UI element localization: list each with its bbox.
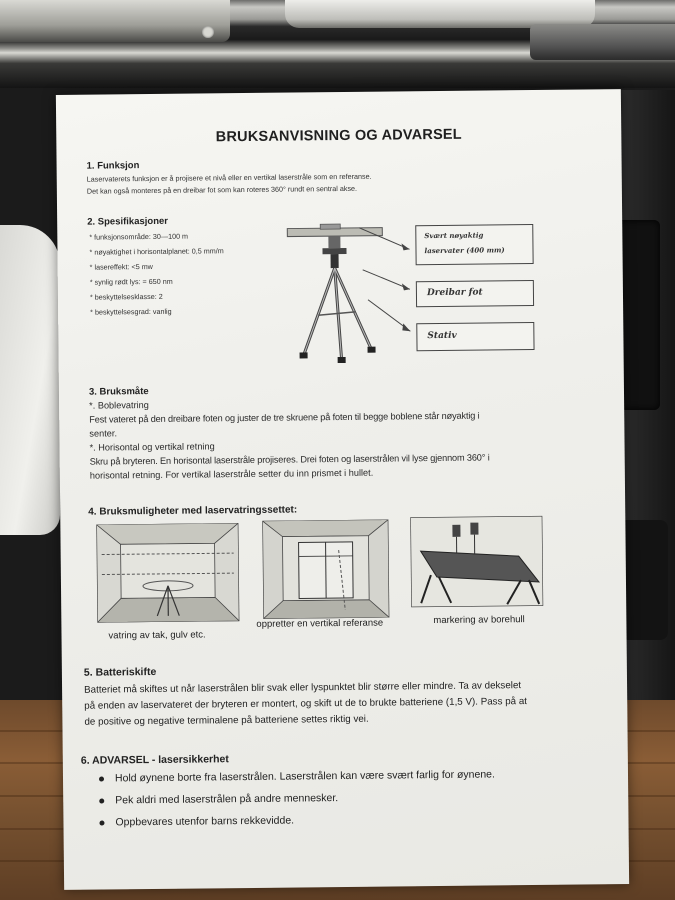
white-cloth [0, 225, 60, 535]
warning-bullet: Pek aldri med laserstrålen på andre mennesker. [99, 792, 338, 807]
illustration-room-leveling [96, 523, 239, 622]
callout-stand [416, 322, 534, 351]
callout-rotating-foot-label: Dreibar fot [426, 287, 483, 299]
callout-rotating-foot [416, 280, 534, 307]
section-3-para-1-line-2: senter. [89, 428, 118, 439]
caption-drill-holes: markering av borehull [433, 614, 525, 627]
callout-stand-label: Stativ [427, 330, 457, 342]
spec-item: * funksjonsområde: 30—100 m [89, 231, 189, 242]
caption-vertical-reference: oppretter en vertikal referanse [256, 617, 384, 630]
section-5-heading: 5. Batteriskifte [83, 665, 157, 679]
spec-item: * beskyttelsesklasse: 2 [89, 291, 163, 302]
spec-item: * lasereffekt: <5 mw [89, 261, 153, 272]
document-title: BRUKSANVISNING OG ADVARSEL [215, 126, 462, 146]
section-1-line-1: Laservaterets funksjon er å projisere et nivå eller en vertikal laserstråle som en referanse. [86, 171, 372, 184]
section-5-line-2: på enden av laservateret der bryteren er montert, og skift ut de to brukte batteriene (1,5 V). Pass på at [84, 696, 528, 712]
section-5-line-1: Batteriet må skiftes ut når laserstrålen blir svak eller lyspunktet blir større eller mindre. Ta av dekselet [84, 680, 522, 696]
case-screw [202, 26, 214, 38]
case-metal-rail-left [0, 0, 230, 42]
warning-bullet: Hold øynene borte fra laserstrålen. Laserstrålen kan være svært farlig for øynene. [99, 768, 495, 784]
section-2-heading: 2. Spesifikasjoner [87, 215, 169, 228]
callout-laser-level-line-1: Svært nøyaktig [424, 230, 484, 241]
case-handle [530, 24, 675, 60]
warning-bullet: Oppbevares utenfor barns rekkevidde. [99, 815, 294, 829]
section-1-heading: 1. Funksjon [86, 160, 140, 172]
callout-laser-level-line-2: laservater (400 mm) [424, 245, 505, 256]
section-3-sub-1: *. Boblevatring [89, 400, 149, 411]
illustration-marking-drill-holes [410, 516, 543, 607]
instruction-sheet [56, 89, 629, 890]
section-5-line-3: de positive og negative terminalene på batteriene settes riktig vei. [84, 713, 369, 728]
spec-item: * synlig rødt lys: = 650 nm [89, 276, 173, 287]
section-3-sub-2: *. Horisontal og vertikal retning [89, 441, 215, 453]
section-3-para-2-line-1: Skru på bryteren. En horisontal laserstråle projiseres. Drei foten og laserstrålen vil lyse gjennom 360° i [89, 452, 490, 467]
section-6-heading: 6. ADVARSEL - lasersikkerhet [80, 753, 229, 767]
section-3-para-1-line-1: Fest vateret på den dreibare foten og juster de tre skruene på foten til begge boblene står nøyaktig i [89, 410, 480, 425]
section-3-para-2-line-2: horisontal retning. For vertikal laserstråle setter du inn prismet i hullet. [89, 467, 374, 481]
callout-laser-level [415, 224, 533, 265]
caption-room-leveling: vatring av tak, gulv etc. [108, 629, 206, 642]
section-4-heading: 4. Bruksmuligheter med laservatringssettet: [88, 504, 298, 518]
spec-item: * nøyaktighet i horisontalplanet: 0,5 mm/m [89, 246, 224, 257]
illustration-vertical-reference [262, 520, 389, 619]
section-1-line-2: Det kan også monteres på en dreibar fot som kan roteres 360° rundt en sentral akse. [86, 183, 358, 196]
spec-item: * beskyttelsesgrad: vanlig [90, 306, 172, 317]
section-3-heading: 3. Bruksmåte [88, 386, 149, 398]
